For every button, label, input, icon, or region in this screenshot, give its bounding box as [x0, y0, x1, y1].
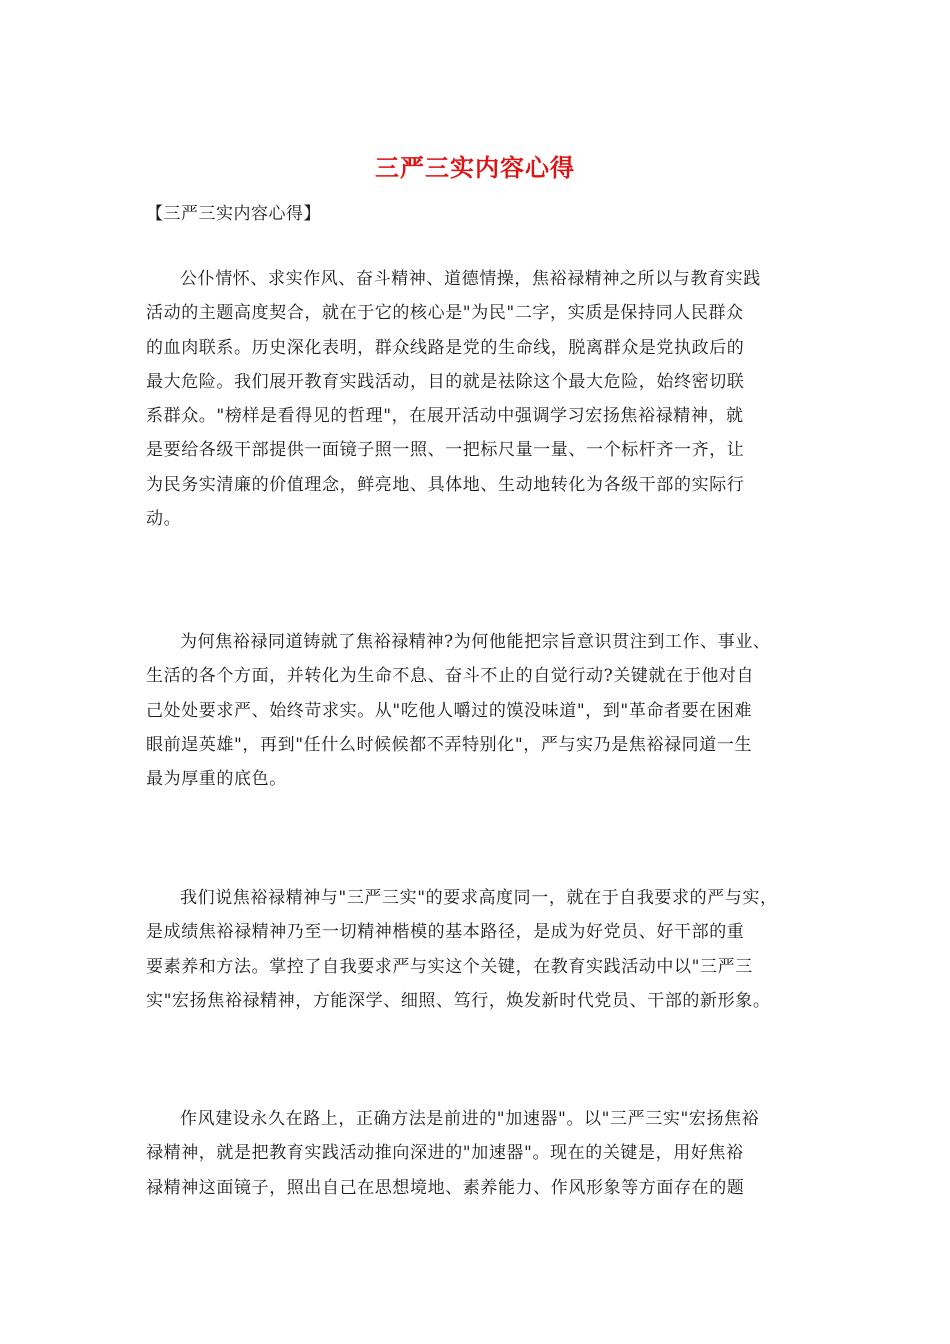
paragraph-line: 我们说焦裕禄精神与"三严三实"的要求高度同一，就在于自我要求的严与实，: [180, 888, 778, 908]
paragraph-line: 最为厚重的底色。: [146, 769, 287, 790]
paragraph-line: 的血肉联系。历史深化表明，群众线路是党的生命线，脱离群众是党执政后的: [146, 337, 745, 358]
paragraph-line: 是成绩焦裕禄精神乃至一切精神楷模的基本路径，是成为好党员、好干部的重: [146, 922, 745, 943]
document-title: 三严三实内容心得: [375, 153, 575, 182]
paragraph-line: 眼前逞英雄"，再到"任什么时候候都不弄特别化"，严与实乃是焦裕禄同道一生: [146, 734, 753, 755]
paragraph-3: [146, 881, 816, 1018]
paragraph-line: 系群众。"榜样是看得见的哲理"，在展开活动中强调学习宏扬焦裕禄精神，就: [146, 406, 744, 427]
paragraph-line: 生活的各个方面，并转化为生命不息、奋斗不止的自觉行动?关键就在于他对自: [146, 666, 755, 687]
paragraph-1: [146, 262, 816, 536]
paragraph-line: 要素养和方法。掌控了自我要求严与实这个关键，在教育实践活动中以"三严三: [146, 956, 753, 977]
paragraph-line: 为何焦裕禄同道铸就了焦裕禄精神?为何他能把宗旨意识贯注到工作、事业、: [180, 632, 771, 652]
paragraph-line: 动。: [146, 509, 182, 530]
paragraph-line: 公仆情怀、求实作风、奋斗精神、道德情操，焦裕禄精神之所以与教育实践: [180, 269, 761, 289]
paragraph-line: 实"宏扬焦裕禄精神，方能深学、细照、笃行，焕发新时代党员、干部的新形象。: [146, 990, 771, 1011]
paragraph-2: [146, 625, 816, 796]
paragraph-line: 活动的主题高度契合，就在于它的核心是"为民"二字，实质是保持同人民群众: [146, 303, 744, 324]
paragraph-line: 是要给各级干部提供一面镜子照一照、一把标尺量一量、一个标杆齐一齐，让: [146, 440, 745, 461]
document-subtitle: 【三严三实内容心得】: [146, 204, 321, 224]
paragraph-line: 作风建设永久在路上，正确方法是前进的"加速器"。以"三严三实"宏扬焦裕: [180, 1109, 760, 1129]
paragraph-line: 禄精神这面镜子，照出自己在思想境地、素养能力、作风形象等方面存在的题: [146, 1177, 745, 1198]
paragraph-line: 己处处要求严、始终苛求实。从"吃他人嚼过的馍没味道"，到"革命者要在困难: [146, 700, 753, 721]
paragraph-line: 为民务实清廉的价值理念，鲜亮地、具体地、生动地转化为各级干部的实际行: [146, 474, 745, 495]
paragraph-line: 最大危险。我们展开教育实践活动，目的就是祛除这个最大危险，始终密切联: [146, 371, 745, 392]
paragraph-line: 禄精神，就是把教育实践活动推向深进的"加速器"。现在的关键是，用好焦裕: [146, 1143, 744, 1164]
paragraph-4: [146, 1102, 816, 1205]
